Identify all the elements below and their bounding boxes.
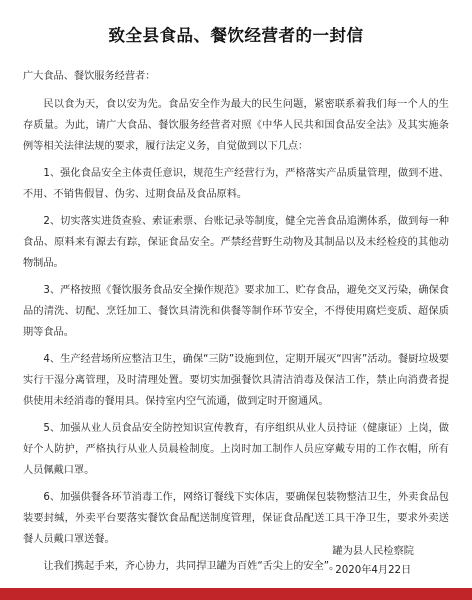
- signature-block: [333, 542, 415, 580]
- paragraph-item-1: 1、强化食品安全主体责任意识，规范生产经营行为，严格落实产品质量管理，做到不进、不用、不销售假冒、伪劣、过期食品及食品原料。: [23, 168, 449, 200]
- bottom-red-band: [0, 588, 472, 600]
- paragraph-item-6: 6、加强供餐各环节消毒工作，网络订餐线下实体店，要确保包装物整洁卫生，外卖食品包装要封缄，外卖平台要落实餐饮食品配送制度管理，保证食品配送工具干净卫生，要求外卖送餐人员戴口罩送餐。: [23, 492, 449, 545]
- letter-body: [23, 94, 449, 583]
- paragraph-item-3: 3、严格按照《餐饮服务食品安全操作规范》要求加工、贮存食品，避免交叉污染，确保食品的清洗、切配、烹饪加工、餐饮具清洗和供餐等制作环节安全，不得使用腐烂变质、超保质期等食品。: [23, 285, 449, 338]
- paragraph-item-5: 5、加强从业人员食品安全防控知识宣传教育，有序组织从业人员持证（健康证）上岗，做好个人防护，严格执行从业人员晨检制度。上岗时加工制作人员应穿戴专用的工作衣帽，所有人员佩戴口罩。: [23, 423, 449, 476]
- signature-org: 罐为县人民检察院: [332, 546, 414, 557]
- letter-salutation: 广大食品、餐饮服务经营者：: [23, 71, 156, 82]
- signature-date: 2020年4月22日: [335, 565, 412, 576]
- paragraph-intro: 民以食为天，食以安为先。食品安全作为最大的民生问题，紧密联系着我们每一个人的生存质量。为此，请广大食品、餐饮服务经营者对照《中华人民共和国食品安全法》及其实施条例等相关法律法规的要求，履行法定义务，自觉做到以下几点：: [23, 99, 449, 152]
- paragraph-closing: 让我们携起手来，齐心协力，共同捍卫罐为百姓“舌尖上的安全”。: [43, 561, 340, 572]
- paragraph-item-2: 2、切实落实进货查验、索证索票、台账记录等制度，健全完善食品追溯体系，做到每一种食品、原料来有源去有踪，保证食品安全。严禁经营野生动物及其制品以及未经检疫的其他动物制品。: [23, 216, 449, 269]
- letter-title: 致全县食品、餐饮经营者的一封信: [108, 26, 364, 45]
- paragraph-item-4: 4、生产经营场所应整洁卫生，确保“三防”设施到位，定期开展灭“四害”活动。餐厨垃圾要实行干湿分离管理，及时清理处置。要切实加强餐饮具清洁消毒及保洁工作，禁止向消费者提供使用未经消毒的餐用具。保持室内空气流通，做到定时开窗通风。: [23, 354, 449, 407]
